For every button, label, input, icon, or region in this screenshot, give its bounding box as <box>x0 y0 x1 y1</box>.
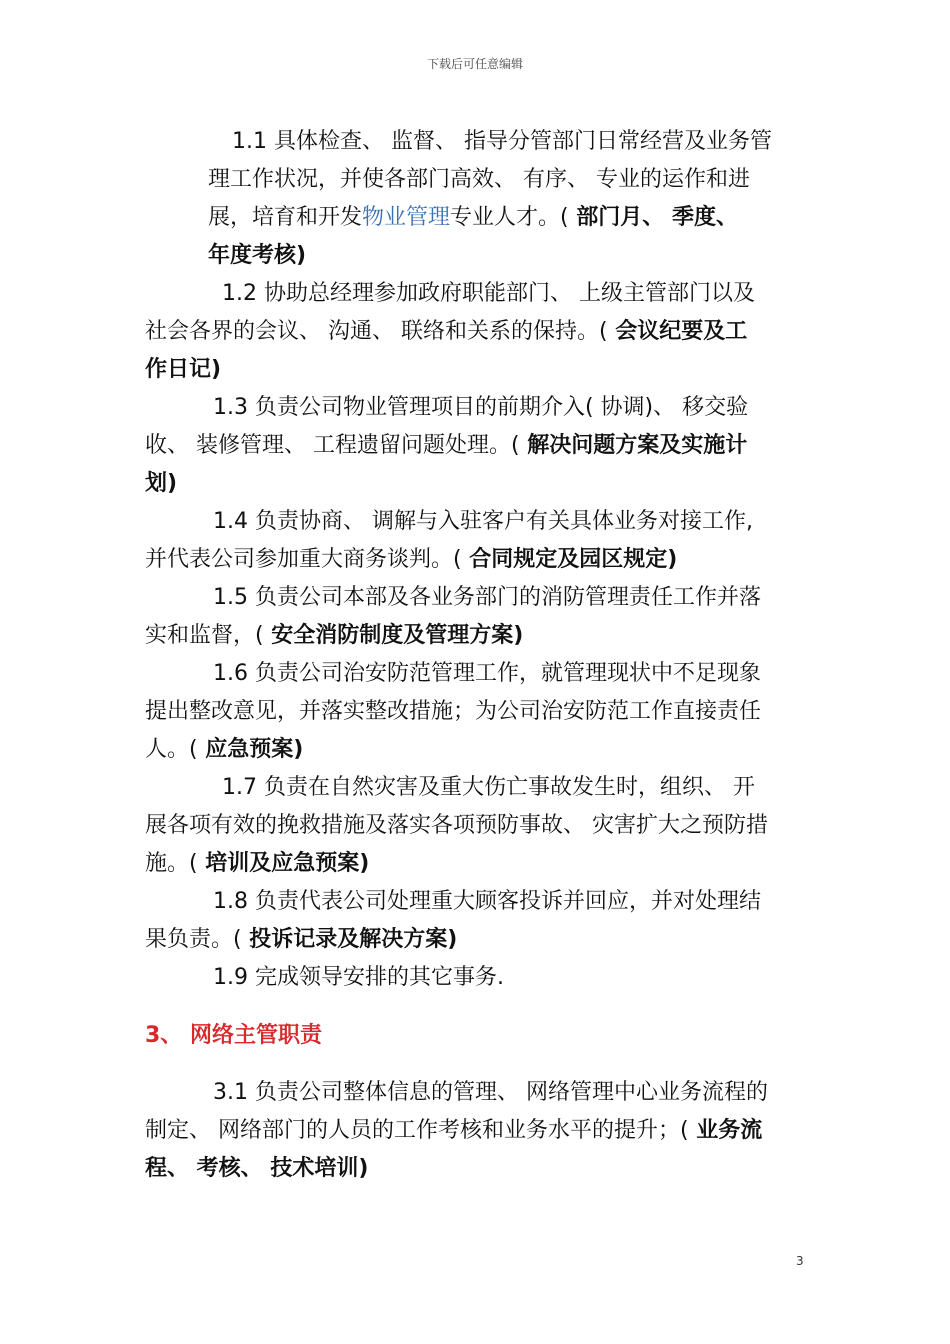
p11-line3-text2: 专业人才。( <box>450 205 569 230</box>
p16-line3 <box>145 735 303 765</box>
p16-line3-bold: 应急预案) <box>197 737 304 762</box>
page-header: 下载后可任意编辑 <box>426 57 523 71</box>
p15-line2-bold: 安全消防制度及管理方案) <box>263 623 524 648</box>
page-number: 3 <box>796 1254 804 1268</box>
p17-line1: 1.7 负责在自然灾害及重大伤亡事故发生时，组织、 开 <box>222 775 755 800</box>
p31-line2 <box>145 1116 762 1146</box>
p19-line1: 1.9 完成领导安排的其它事务. <box>213 965 504 990</box>
p13-line2 <box>145 431 747 461</box>
p14-line1: 1.4 负责协商、 调解与入驻客户有关具体业务对接工作, <box>213 509 753 534</box>
p18-line2-bold: 投诉记录及解决方案) <box>241 927 458 952</box>
property-management-link[interactable]: 物业管理 <box>362 205 451 230</box>
p13-line1: 1.3 负责公司物业管理项目的前期介入( 协调)、 移交验 <box>213 395 749 420</box>
p16-line1: 1.6 负责公司治安防范管理工作，就管理现状中不足现象 <box>213 661 761 686</box>
p31-line3: 程、 考核、 技术培训) <box>145 1156 369 1181</box>
p16-line3-text: 人。( <box>145 737 198 762</box>
p31-line2-text: 制定、 网络部门的人员的工作考核和业务水平的提升；( <box>145 1118 689 1143</box>
p14-line2-text: 并代表公司参加重大商务谈判。( <box>145 547 462 572</box>
p15-line1: 1.5 负责公司本部及各业务部门的消防管理责任工作并落 <box>213 585 761 610</box>
p11-line4: 年度考核) <box>208 243 307 268</box>
p17-line2: 展各项有效的挽救措施及落实各项预防事故、 灾害扩大之预防措 <box>145 813 768 838</box>
p31-line1: 3.1 负责公司整体信息的管理、 网络管理中心业务流程的 <box>213 1080 768 1105</box>
p18-line2 <box>145 925 457 955</box>
p13-line2-text: 收、 装修管理、 工程遗留问题处理。( <box>145 433 520 458</box>
p15-line2-text: 实和监督，( <box>145 623 264 648</box>
p18-line2-text: 果负责。( <box>145 927 242 952</box>
p13-line3: 划) <box>145 471 178 496</box>
p11-line2: 理工作状况，并使各部门高效、 有序、 专业的运作和进 <box>208 167 750 192</box>
p14-line2-bold: 合同规定及园区规定) <box>461 547 678 572</box>
p12-line2 <box>145 317 747 347</box>
p12-line2-text: 社会各界的会议、 沟通、 联络和关系的保持。( <box>145 319 608 344</box>
p31-line2-bold: 业务流 <box>688 1118 763 1143</box>
p12-line3: 作日记) <box>145 357 222 382</box>
p17-line3-bold: 培训及应急预案) <box>197 851 370 876</box>
p14-line2 <box>145 545 677 575</box>
p11-line3-bold: 部门月、 季度、 <box>568 205 738 230</box>
p17-line3-text: 施。( <box>145 851 198 876</box>
p11-line3 <box>208 203 738 233</box>
p12-line2-bold: 会议纪要及工 <box>607 319 748 344</box>
p11-line3-text: 展，培育和开发 <box>208 205 363 230</box>
section-heading: 3、 网络主管职责 <box>145 1023 322 1048</box>
p16-line2: 提出整改意见，并落实整改措施；为公司治安防范工作直接责任 <box>145 699 762 724</box>
p15-line2 <box>145 621 523 651</box>
p11-line1: 1.1 具体检查、 监督、 指导分管部门日常经营及业务管 <box>232 129 772 154</box>
p13-line2-bold: 解决问题方案及实施计 <box>519 433 748 458</box>
p17-line3 <box>145 849 369 879</box>
p18-line1: 1.8 负责代表公司处理重大顾客投诉并回应，并对处理结 <box>213 889 761 914</box>
p12-line1: 1.2 协助总经理参加政府职能部门、 上级主管部门以及 <box>222 281 755 306</box>
